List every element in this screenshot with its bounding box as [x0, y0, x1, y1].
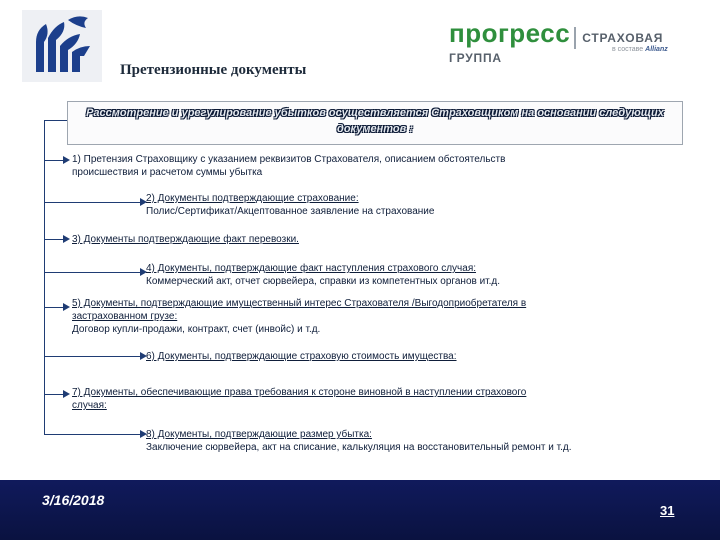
list-item-4	[146, 262, 626, 288]
list-item-7-text: 7) Документы, обеспечивающие права требования к стороне виновной в наступлении страхового случая:	[72, 387, 527, 411]
connector-8	[44, 434, 144, 435]
brand-divider	[574, 27, 576, 49]
list-item-5-detail: Договор купли-продажи, контракт, счет (инвойс) и т.д.	[72, 324, 321, 335]
list-item-8	[146, 428, 626, 454]
connector-intro	[44, 120, 67, 121]
arrow-1	[63, 156, 70, 164]
brand-subtitle: СТРАХОВАЯ ГРУППА	[449, 30, 664, 65]
page-number: 31	[660, 503, 675, 518]
arrow-7	[63, 390, 70, 398]
connector-6	[44, 356, 144, 357]
list-item-2-detail: Полис/Сертификат/Акцептованное заявление на страхование	[146, 206, 435, 217]
footer-bar	[0, 480, 720, 540]
list-item-3-text: 3) Документы подтверждающие факт перевозки.	[72, 234, 299, 245]
intro-box	[67, 101, 683, 145]
intro-text: Рассмотрение и урегулирование убытков осуществляется Страховщиком на основании следующих документов :	[86, 107, 664, 135]
list-item-7	[72, 386, 544, 412]
list-item-8-detail: Заключение сюрвейера, акт на списание, калькуляция на восстановительный ремонт и т.д.	[146, 442, 572, 453]
griffin-logo-icon	[28, 12, 100, 80]
arrow-3	[63, 235, 70, 243]
page-title: Претензионные документы	[120, 62, 307, 78]
brand-tagline	[612, 46, 668, 53]
list-item-2-title: 2) Документы подтверждающие страхование:	[146, 193, 359, 204]
list-item-1-text: 1) Претензия Страховщику с указанием реквизитов Страхователя, описанием обстоятельств происшествия и расчетом суммы убытка	[72, 154, 506, 178]
list-item-8-title: 8) Документы, подтверждающие размер убытка:	[146, 429, 372, 440]
list-item-6	[146, 350, 586, 363]
list-item-5-title: 5) Документы, подтверждающие имущественный интерес Страхователя /Выгодоприобретателя в застрахованном грузе:	[72, 298, 527, 322]
list-item-3	[72, 233, 472, 246]
list-item-4-detail: Коммерческий акт, отчет сюрвейера, справки из компетентных органов ит.д.	[146, 276, 501, 287]
list-item-2	[146, 192, 586, 218]
connector-trunk	[44, 120, 45, 435]
list-item-4-title: 4) Документы, подтверждающие факт наступления страхового случая:	[146, 263, 477, 274]
list-item-1	[72, 153, 572, 179]
list-item-6-text: 6) Документы, подтверждающие страховую стоимость имущества:	[146, 351, 457, 362]
footer-date: 3/16/2018	[42, 492, 105, 508]
brand-tagline-text: в составе	[612, 46, 644, 53]
arrow-5	[63, 303, 70, 311]
brand-name: прогресс	[449, 18, 571, 48]
connector-2	[44, 202, 144, 203]
brand-partner: Allianz	[645, 46, 668, 53]
connector-4	[44, 272, 144, 273]
brand-logo	[449, 18, 720, 67]
list-item-5	[72, 297, 542, 336]
